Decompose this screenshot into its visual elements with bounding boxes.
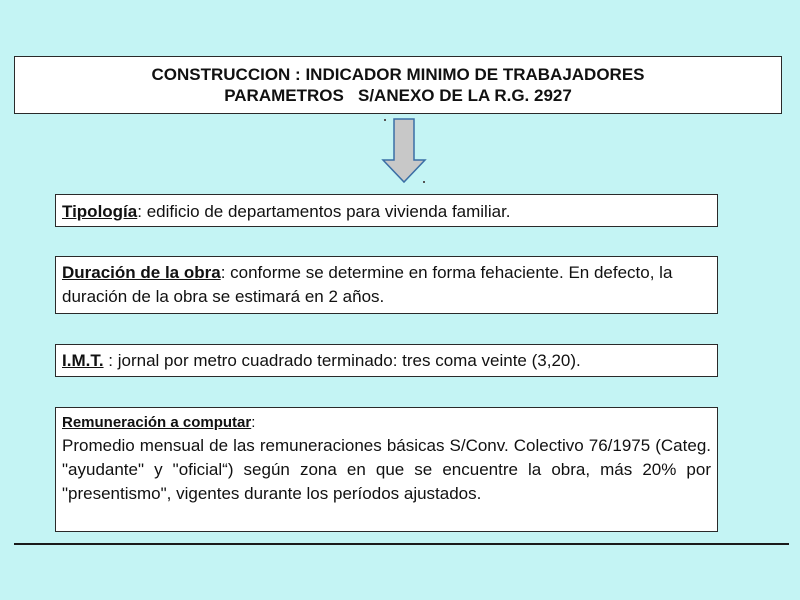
title-box <box>14 56 782 114</box>
duracion-box <box>55 256 718 314</box>
duracion-text: : conforme se determine en forma fehaciente. En defecto, la duración de la obra se estimará en 2 años. <box>62 263 673 306</box>
tipologia-label: Tipología <box>62 202 138 221</box>
tipologia-box <box>55 194 718 227</box>
marker-dot <box>423 181 425 183</box>
imt-label: I.M.T. <box>62 351 104 370</box>
remuneracion-suffix: : <box>251 414 256 431</box>
down-arrow-icon <box>381 117 429 185</box>
remuneracion-box <box>55 407 718 532</box>
title-line-1: CONSTRUCCION : INDICADOR MINIMO DE TRABAJADORES <box>151 65 645 84</box>
remuneracion-heading <box>62 412 711 434</box>
title-line-2: PARAMETROS S/ANEXO DE LA R.G. 2927 <box>224 86 572 105</box>
remuneracion-text: Promedio mensual de las remuneraciones básicas S/Conv. Colectivo 76/1975 (Categ. "ayudante" y "oficial“) según zona en que se encuentre la obra, más 20% por "presentismo", vigentes durante los períodos ajustados. <box>62 436 711 503</box>
bottom-divider <box>14 543 789 545</box>
tipologia-text: : edificio de departamentos para vivienda familiar. <box>137 202 511 221</box>
imt-text: : jornal por metro cuadrado terminado: tres coma veinte (3,20). <box>103 351 581 370</box>
imt-box <box>55 344 718 377</box>
remuneracion-label: Remuneración a computar <box>62 414 252 431</box>
duracion-label: Duración de la obra <box>62 263 221 282</box>
